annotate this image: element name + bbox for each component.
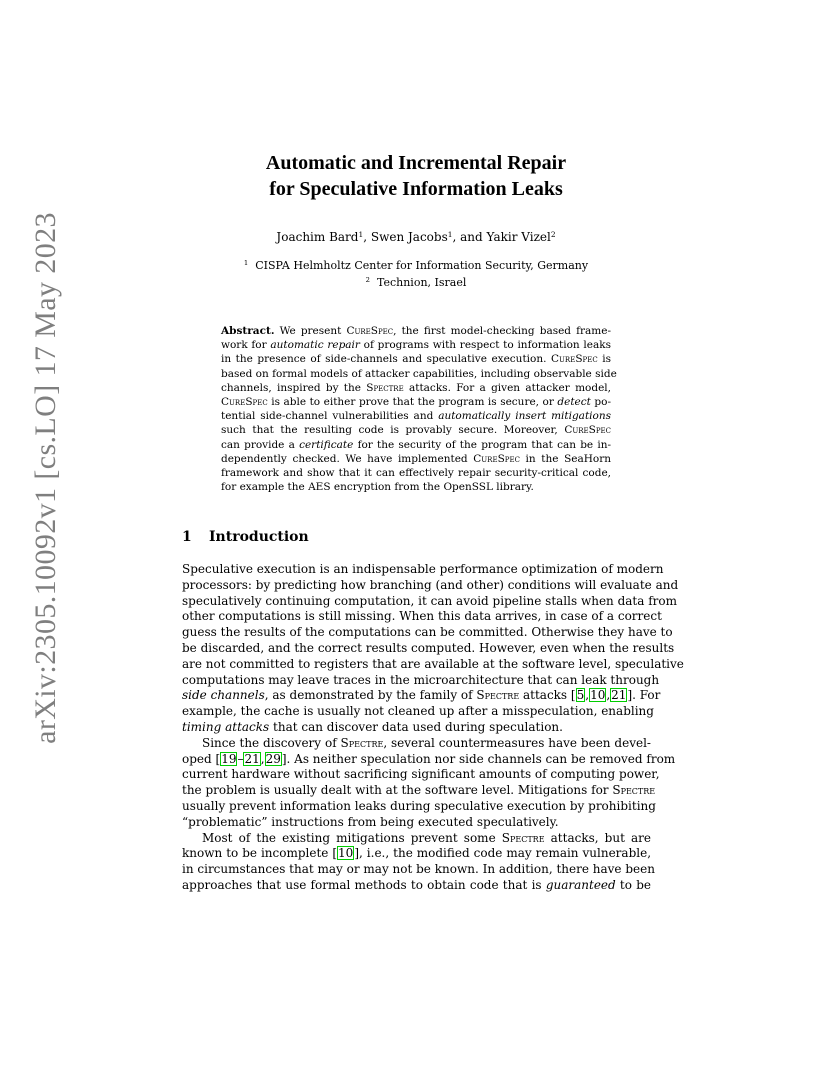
abstract-line xyxy=(221,409,611,423)
text: is xyxy=(597,353,611,366)
abstract-line xyxy=(221,338,611,352)
citation-link[interactable]: 29 xyxy=(265,751,281,766)
body-line: in circumstances that may or may not be known. In addition, there have been xyxy=(182,862,655,877)
text: such that the resulting code is provably secure. Moreover, xyxy=(221,424,565,437)
body-line xyxy=(182,688,661,704)
author-list xyxy=(200,229,632,247)
body-line xyxy=(182,783,656,799)
text: Since the discovery of xyxy=(202,735,341,750)
title-line-2: for Speculative Information Leaks xyxy=(269,178,563,200)
abstract xyxy=(221,324,617,494)
affiliation-marker: 1 xyxy=(447,229,453,239)
text: , xyxy=(585,688,590,703)
author-separator: , xyxy=(363,230,371,244)
abstract-line xyxy=(221,352,611,366)
body-line: Speculative execution is an indispensable performance optimization of modern xyxy=(182,562,664,576)
emphasis: detect xyxy=(557,396,591,409)
attack-name: Spectre xyxy=(612,783,656,798)
body-line xyxy=(182,751,676,768)
citation-link[interactable]: 10 xyxy=(338,846,354,861)
citation-link[interactable]: 21 xyxy=(244,751,260,766)
text: in the SeaHorn xyxy=(519,452,611,465)
text: ], i.e., the modified code may remain vulnerable, xyxy=(354,846,652,861)
text: attacks. For a given attacker model, xyxy=(403,381,611,394)
affiliations xyxy=(200,258,632,292)
text: We present xyxy=(274,325,347,337)
text: , several countermeasures have been devel- xyxy=(383,735,651,750)
text: known to be incomplete [ xyxy=(182,846,338,861)
text: , xyxy=(606,688,611,703)
emphasis: guaranteed xyxy=(545,877,616,892)
emphasis: timing attacks xyxy=(182,719,270,734)
tool-name: CureSpec xyxy=(564,424,611,437)
text: Most of the existing mitigations prevent some xyxy=(202,830,502,845)
affiliation-marker: 2 xyxy=(365,276,370,285)
text: ]. For xyxy=(627,688,661,703)
abstract-line: based on formal models of attacker capabilities, including observable side xyxy=(221,367,617,380)
body-line xyxy=(182,720,651,736)
text: can provide a xyxy=(221,438,300,451)
body-line xyxy=(182,846,651,862)
affiliation-1 xyxy=(200,258,632,275)
body-line: are not committed to registers that are available at the software level, speculative xyxy=(182,656,684,671)
tool-name: CureSpec xyxy=(221,396,268,409)
arxiv-identifier-stamp: arXiv:2305.10092v1 [cs.LO] 17 May 2023 xyxy=(29,212,62,744)
text: oped [ xyxy=(182,751,221,766)
text: work for xyxy=(221,339,271,352)
abstract-line: framework and show that it can effectively repair security-critical code, xyxy=(221,467,611,480)
text: attacks [ xyxy=(519,688,576,703)
body-line: current hardware without sacrificing significant amounts of computing power, xyxy=(182,767,660,782)
abstract-line: for example the AES encryption from the OpenSSL library. xyxy=(221,481,534,494)
text: for the security of the program that can be in- xyxy=(353,438,612,451)
body-line: computations may leave traces in the microarchitecture that can leak through xyxy=(182,672,660,687)
paragraph-3 xyxy=(182,830,655,894)
author-name: Yakir Vizel xyxy=(486,230,551,244)
emphasis: automatically insert mitigations xyxy=(438,410,611,423)
citation-link[interactable]: 19 xyxy=(221,751,237,766)
abstract-line xyxy=(221,324,611,338)
text: of programs with respect to information leaks xyxy=(359,339,611,352)
affiliation-marker: 1 xyxy=(243,259,249,268)
text: in the presence of side-channels and speculative execution. xyxy=(221,353,551,366)
citation-link[interactable]: 10 xyxy=(590,688,606,703)
title-line-1: Automatic and Incremental Repair xyxy=(265,152,567,174)
body-line: speculatively continuing computation, it can avoid pipeline stalls when data from xyxy=(182,593,678,608)
affiliation-marker: 1 xyxy=(358,229,364,239)
abstract-line xyxy=(221,395,611,409)
text: attacks, but are xyxy=(544,830,651,845)
body-line xyxy=(182,878,651,894)
abstract-line xyxy=(221,423,611,437)
section-title: Introduction xyxy=(209,529,309,545)
text: , xyxy=(260,751,265,766)
text: to be xyxy=(615,877,651,892)
abstract-label: Abstract. xyxy=(221,325,275,337)
body-line: “problematic” instructions from being executed speculatively. xyxy=(182,814,559,829)
affiliation-2 xyxy=(200,275,632,292)
tool-name: CureSpec xyxy=(473,452,520,465)
text: dependently checked. We have implemented xyxy=(221,452,474,465)
body-line xyxy=(182,736,651,752)
section-number: 1 xyxy=(182,529,192,545)
body-line: guess the results of the computations can be committed. Otherwise they have to xyxy=(182,625,673,640)
section-body xyxy=(182,562,684,894)
citation-link[interactable]: 5 xyxy=(576,688,585,703)
text: tential side-channel vulnerabilities and xyxy=(221,410,439,423)
body-line: processors: by predicting how branching (and other) conditions will evaluate and xyxy=(182,577,679,592)
body-line: usually prevent information leaks during speculative execution by prohibiting xyxy=(182,798,656,813)
paragraph-1 xyxy=(182,562,684,736)
affiliation-text: CISPA Helmholtz Center for Information Security, Germany xyxy=(255,259,589,272)
citation-link[interactable]: 21 xyxy=(611,688,627,703)
text: , as demonstrated by the family of xyxy=(264,688,477,703)
body-line xyxy=(182,831,651,847)
text: ]. As neither speculation nor side channels can be removed from xyxy=(281,751,676,766)
text: po- xyxy=(590,396,611,409)
attack-name: Spectre xyxy=(366,381,404,394)
body-line: be discarded, and the correct results computed. However, even when the results xyxy=(182,640,675,655)
emphasis: side channels xyxy=(182,688,265,703)
attack-name: Spectre xyxy=(476,688,520,703)
author-name: Joachim Bard xyxy=(276,230,359,244)
body-line: example, the cache is usually not cleaned up after a misspeculation, enabling xyxy=(182,704,654,719)
text: – xyxy=(237,751,244,766)
attack-name: Spectre xyxy=(501,830,545,845)
text: the problem is usually dealt with at the software level. Mitigations for xyxy=(182,783,613,798)
paper-title xyxy=(200,150,632,202)
author-separator: , and xyxy=(452,230,487,244)
author-name: Swen Jacobs xyxy=(370,230,448,244)
abstract-line xyxy=(221,452,611,466)
affiliation-marker: 2 xyxy=(550,229,556,239)
text: is able to either prove that the program is secure, or xyxy=(267,396,558,409)
paragraph-2 xyxy=(182,735,676,831)
tool-name: CureSpec xyxy=(551,353,598,366)
affiliation-text: Technion, Israel xyxy=(376,276,467,289)
text: that can discover data used during speculation. xyxy=(269,719,563,734)
attack-name: Spectre xyxy=(340,735,384,750)
section-heading xyxy=(182,528,309,546)
tool-name: CureSpec xyxy=(346,325,394,337)
text: approaches that use formal methods to obtain code that is xyxy=(182,877,546,892)
emphasis: automatic repair xyxy=(270,339,360,352)
body-line: other computations is still missing. When this data arrives, in case of a correct xyxy=(182,609,662,624)
abstract-line xyxy=(221,438,611,452)
abstract-line xyxy=(221,381,611,395)
emphasis: certificate xyxy=(299,438,354,451)
text: , the first model-checking based frame- xyxy=(393,325,612,337)
text: channels, inspired by the xyxy=(221,381,367,394)
